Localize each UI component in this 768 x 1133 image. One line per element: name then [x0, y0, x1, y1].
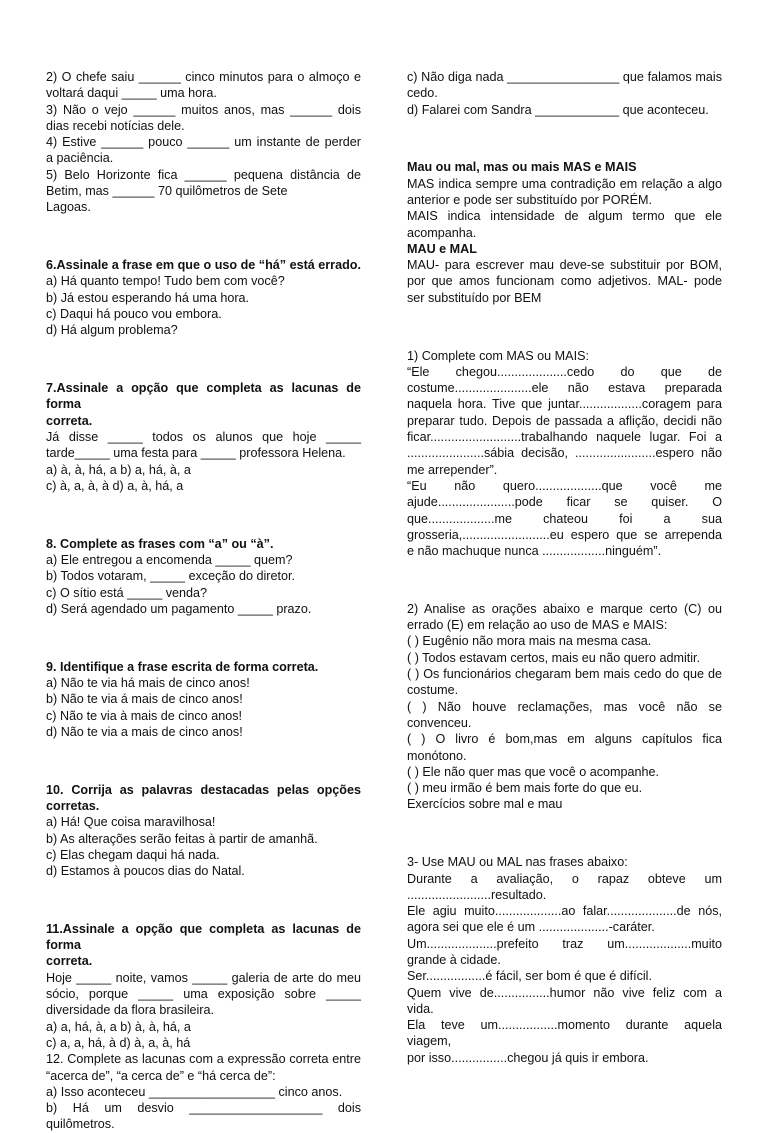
text-line: convenceu. [407, 715, 472, 730]
text-line: b) Não te via á mais de cinco anos! [46, 692, 243, 707]
text-line: a) Há quanto tempo! Tudo bem com você? [46, 274, 285, 289]
text-line: ser substituído por BEM [407, 290, 542, 305]
text-line: Já disse _____ todos os alunos que hoje _____ [46, 430, 361, 445]
text-line: d) Falarei com Sandra ____________ que aconteceu. [407, 102, 709, 117]
text-line: ( ) Ele não quer mas que você o acompanhe. [407, 764, 660, 779]
text-line: a) Ele entregou a encomenda _____ quem? [46, 552, 293, 567]
question-heading-line: 10. Corrija as palavras destacadas pelas opções [46, 782, 361, 797]
text-line: ( ) Todos estavam certos, mais eu não quero admitir. [407, 650, 701, 665]
question-heading-line: correta. [46, 954, 93, 969]
text-line: c) O sítio está _____ venda? [46, 585, 208, 600]
text-line: diversidade da flora brasileira. [46, 1003, 215, 1018]
text-line: MAIS indica intensidade de algum termo que ele [407, 209, 722, 224]
question-heading-line: corretas. [46, 798, 100, 813]
question-heading-line: Mau ou mal, mas ou mais MAS e MAIS [407, 160, 637, 175]
blank-line [407, 825, 722, 841]
text-line: me arrepender”. [407, 462, 498, 477]
text-line: naquela hora. Tive que juntar..................coragem para [407, 397, 722, 412]
text-line: 3- Use MAU ou MAL nas frases abaixo: [407, 855, 628, 870]
text-line: costume. [407, 683, 459, 698]
text-line: Hoje _____ noite, vamos _____ galeria de arte do meu [46, 970, 361, 985]
text-line: 5) Belo Horizonte fica ______ pequena distância de [46, 167, 361, 182]
right-column [407, 69, 722, 1066]
text-line: cedo. [407, 86, 438, 101]
text-line: Quem vive de................humor não vive feliz com a [407, 985, 722, 1000]
text-line: c) Elas chegam daqui há nada. [46, 847, 220, 862]
blank-line [46, 351, 361, 367]
text-line: ( ) Não houve reclamações, mas você não se [407, 699, 722, 714]
text-line: a) Isso aconteceu __________________ cinco anos. [46, 1084, 343, 1099]
text-line: Durante a avaliação, o rapaz obteve um [407, 871, 722, 886]
text-line: c) a, a, há, à d) à, a, à, há [46, 1035, 191, 1050]
text-line: dias recebi notícias dele. [46, 118, 185, 133]
text-line: 2) Analise as orações abaixo e marque certo (C) ou [407, 601, 722, 616]
text-line: “Ele chegou....................cedo do que de [407, 364, 722, 379]
question-heading-line: 11.Assinale a opção que completa as lacunas de forma [46, 921, 361, 953]
text-line: c) Daqui há pouco vou embora. [46, 307, 222, 322]
text-line: b) Já estou esperando há uma hora. [46, 290, 250, 305]
text-line: d) Há algum problema? [46, 323, 178, 338]
question-heading-line: 8. Complete as frases com “a” ou “à”. [46, 536, 274, 551]
text-line: d) Não te via a mais de cinco anos! [46, 724, 243, 739]
left-column [46, 69, 361, 1133]
text-line: ......................sábia decisão, .......................espero não [407, 446, 722, 461]
text-line: monótono. [407, 748, 467, 763]
text-line: viagem, [407, 1034, 452, 1049]
text-line: c) Não diga nada ________________ que falamos mais [407, 70, 722, 84]
text-line: MAU- para escrever mau deve-se substituir por BOM, [407, 258, 722, 273]
text-line: preparar tudo. Depois de passada a aflição, decidi não [407, 413, 722, 428]
text-line: 1) Complete com MAS ou MAIS: [407, 348, 589, 363]
text-line: “acerca de”, “a cerca de” e “há cerca de”: [46, 1068, 276, 1083]
text-line: ajude......................pode ficar se quiser. O [407, 495, 722, 510]
blank-line [407, 130, 722, 146]
text-line: c) Não te via à mais de cinco anos! [46, 708, 242, 723]
text-line: a paciência. [46, 151, 114, 166]
text-line: a) Há! Que coisa maravilhosa! [46, 815, 216, 830]
question-heading-line: 6.Assinale a frase em que o uso de “há” está errado. [46, 258, 361, 273]
text-line: que...................me chateou foi a sua [407, 511, 722, 526]
text-line: ........................resultado. [407, 887, 547, 902]
text-line: costume......................ele não estava preparada [407, 381, 722, 396]
text-line: grosseria,.........................eu espero que se arrependa [407, 527, 722, 542]
text-line: c) à, a, à, à d) a, à, há, a [46, 478, 184, 493]
text-line: Exercícios sobre mal e mau [407, 797, 563, 812]
text-line: a) a, há, à, a b) à, à, há, a [46, 1019, 191, 1034]
text-line: ficar..........................trabalhando naquele lugar. Foi a [407, 430, 722, 445]
blank-line [46, 507, 361, 523]
question-heading-line: MAU e MAL [407, 241, 477, 256]
text-line: por que amos funcionam como adjetivos. MAL- pode [407, 274, 722, 289]
blank-line [46, 630, 361, 646]
text-line: Ser.................é fácil, ser bom é que é difícil. [407, 969, 652, 984]
text-line: ( ) Os funcionários chegaram bem mais cedo do que de [407, 667, 722, 682]
blank-line [407, 572, 722, 588]
text-line: ( ) O livro é bom,mas em alguns capítulos fica [407, 732, 722, 747]
text-line: “Eu não quero...................que você me [407, 478, 722, 493]
text-line: anterior e pode ser substituído por PORÉM. [407, 192, 653, 207]
text-line: d) Estamos à poucos dias do Natal. [46, 864, 245, 879]
text-line: 12. Complete as lacunas com a expressão correta entre [46, 1052, 361, 1067]
text-line: 2) O chefe saiu ______ cinco minutos para o almoço e [46, 70, 361, 84]
text-line: agora sei que ele é um ....................-caráter. [407, 920, 655, 935]
text-line: vida. [407, 1001, 434, 1016]
text-line: Betim, mas ______ 70 quilômetros de Sete [46, 184, 288, 199]
text-line: acompanha. [407, 225, 477, 240]
text-line: Ela teve um.................momento durante aquela [407, 1018, 722, 1033]
question-heading-line: correta. [46, 413, 93, 428]
text-line: ( ) Eugênio não mora mais na mesma casa. [407, 634, 652, 649]
text-line: 4) Estive ______ pouco ______ um instante de perder [46, 135, 361, 150]
text-line: grande à cidade. [407, 953, 501, 967]
text-line: b) As alterações serão feitas à partir de amanhã. [46, 831, 318, 846]
text-line: d) Será agendado um pagamento _____ prazo. [46, 601, 312, 616]
text-line: errado (E) em relação ao uso de MAS e MAIS: [407, 618, 668, 633]
text-line: Lagoas. [46, 200, 91, 215]
text-line: quilômetros. [46, 1117, 115, 1132]
blank-line [46, 228, 361, 244]
question-heading-line: 9. Identifique a frase escrita de forma correta. [46, 659, 319, 674]
text-line: 3) Não o vejo ______ muitos anos, mas ______ dois [46, 102, 361, 117]
text-line: a) Não te via há mais de cinco anos! [46, 675, 250, 690]
text-line: ( ) meu irmão é bem mais forte do que eu. [407, 781, 643, 796]
text-line: tarde_____ uma festa para _____ professora Helena. [46, 446, 346, 461]
blank-line [46, 753, 361, 769]
blank-line [46, 892, 361, 908]
text-line: Um....................prefeito traz um...................muito [407, 936, 722, 951]
text-line: MAS indica sempre uma contradição em relação a algo [407, 176, 722, 191]
blank-line [407, 319, 722, 335]
question-heading-line: 7.Assinale a opção que completa as lacunas de forma [46, 381, 361, 412]
text-line: a) à, à, há, a b) a, há, à, a [46, 462, 191, 477]
text-line: sócio, porque _____ uma exposição sobre _____ [46, 987, 361, 1002]
text-line: b) Há um desvio ___________________ dois [46, 1101, 361, 1116]
text-line: voltará daqui _____ uma hora. [46, 86, 217, 101]
text-line: por isso................chegou já quis ir embora. [407, 1050, 649, 1065]
text-line: b) Todos votaram, _____ exceção do diretor. [46, 569, 295, 584]
text-line: e não machuque nunca ..................ninguém”. [407, 544, 662, 559]
text-line: Ele agiu muito...................ao falar....................de nós, [407, 904, 722, 919]
